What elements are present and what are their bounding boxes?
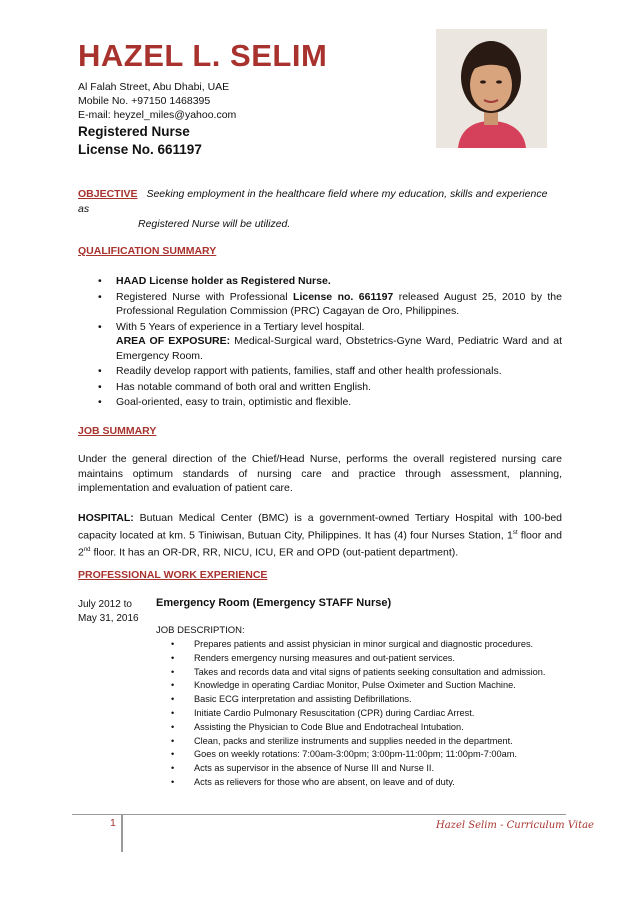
bullet-icon: • [171, 721, 175, 732]
job-description-label: JOB DESCRIPTION: [156, 625, 245, 636]
bullet-icon: • [98, 320, 102, 333]
duty-item: • Prepares patients and assist physician in minor surgical and diagnostic procedures. [156, 638, 562, 652]
job-title: Registered Nurse [78, 124, 190, 139]
portrait-image [436, 29, 547, 148]
bullet-icon: • [171, 680, 175, 691]
objective-heading: OBJECTIVE [78, 188, 138, 200]
list-item: • Has notable command of both oral and written English. [98, 380, 372, 393]
bullet-icon: • [98, 396, 102, 408]
job-summary-paragraph: Under the general direction of the Chief/Head Nurse, performs the overall registered nursing care maintains optimum standards of nursing care and practice through assessment, planning, implementation and evaluation of patient care. [78, 453, 562, 494]
hospital-label: HOSPITAL: [78, 512, 134, 524]
list-item: • Registered Nurse with Professional License no. 661197 released August 25, 2010 by the Professional Regulation Commission (PRC) Cagayan de Oro, Philippines. [98, 290, 562, 317]
bullet-icon: • [171, 694, 175, 705]
duties-list [156, 638, 562, 790]
duty-item: • Renders emergency nursing measures and out-patient services. [156, 652, 562, 666]
bullet-icon: • [171, 735, 175, 746]
profile-photo [436, 29, 547, 148]
job-summary-heading: JOB SUMMARY [78, 425, 157, 437]
bullet-icon: • [171, 776, 175, 787]
date-start: July 2012 to [78, 599, 132, 610]
position-title: Emergency Room (Emergency STAFF Nurse) [156, 597, 392, 609]
duty-item: • Goes on weekly rotations: 7:00am-3:00pm; 3:00pm-11:00pm; 11:00pm-7:00am. [156, 748, 562, 762]
footer-divider [72, 814, 566, 815]
bullet-icon: • [98, 380, 102, 393]
duty-item: • Takes and records data and vital signs of patients seeking consultation and admission. [156, 666, 562, 680]
list-item: • HAAD License holder as Registered Nurse. [98, 275, 331, 287]
objective-text-as: as [78, 203, 90, 215]
duty-item: • Acts as supervisor in the absence of Nurse III and Nurse II. [156, 762, 562, 776]
license-number: License No. 661197 [78, 142, 202, 157]
duty-item: • Acts as relievers for those who are absent, on leave and of duty. [156, 776, 562, 790]
bullet-icon: • [171, 639, 175, 649]
candidate-name: HAZEL L. SELIM [78, 38, 328, 73]
list-item: • With 5 Years of experience in a Tertiary level hospital. AREA OF EXPOSURE: Medical-Surgical ward, Obstetrics-Gyne Ward, Pediatric Ward and at Emergency Room. [98, 320, 563, 362]
duty-item: • Knowledge in operating Cardiac Monitor, Pulse Oximeter and Suction Machine. [156, 679, 562, 693]
title-block [78, 123, 202, 159]
work-experience-heading: PROFESSIONAL WORK EXPERIENCE [78, 569, 268, 581]
duty-item: • Basic ECG interpretation and assisting Defibrillations. [156, 693, 562, 707]
employment-dates [78, 598, 139, 626]
duty-item: • Assisting the Physician to Code Blue and Endotracheal Intubation. [156, 721, 562, 735]
bullet-icon: • [171, 763, 175, 774]
objective-text: Seeking employment in the healthcare field where my education, skills and experience [146, 188, 548, 200]
list-item: • Goal-oriented, easy to train, optimistic and flexible. [98, 396, 352, 408]
footer-vertical-divider [121, 814, 123, 852]
bullet-icon: • [171, 652, 175, 663]
qualification-list [78, 274, 562, 411]
contact-block [78, 80, 236, 122]
qualification-heading: QUALIFICATION SUMMARY [78, 245, 217, 257]
email: E-mail: heyzel_miles@yahoo.com [78, 109, 237, 121]
hospital-paragraph: HOSPITAL: Butuan Medical Center (BMC) is a government-owned Tertiary Hospital with 100-bed capacity located at km. 5 Tiniwisan, Butuan City, Philippines. It has (4) four Nurses Station, 1st floor and 2nd floor. It has an OR-DR, RR, NICU, ICU, ER and OPD (out-patient department). [78, 512, 563, 558]
list-item: • Readily develop rapport with patients, families, staff and other health professionals. [98, 365, 502, 377]
page-number: 1 [110, 817, 116, 829]
bullet-icon: • [171, 707, 175, 718]
address: Al Falah Street, Abu Dhabi, UAE [78, 81, 230, 93]
date-end: May 31, 2016 [78, 613, 139, 624]
bullet-icon: • [171, 666, 175, 677]
bullet-icon: • [171, 749, 175, 760]
objective-section [78, 187, 568, 202]
bullet-icon: • [98, 365, 102, 377]
bullet-icon: • [98, 290, 102, 303]
duty-item: • Clean, packs and sterilize instruments and supplies needed in the department. [156, 735, 562, 749]
mobile-number: Mobile No. +97150 1468395 [78, 95, 211, 107]
objective-text-2: Registered Nurse will be utilized. [138, 218, 291, 230]
duty-item: • Initiate Cardio Pulmonary Resuscitation (CPR) during Cardiac Arrest. [156, 707, 562, 721]
bullet-icon: • [98, 275, 102, 287]
footer-title: Hazel Selim - Curriculum Vitae [436, 820, 594, 831]
